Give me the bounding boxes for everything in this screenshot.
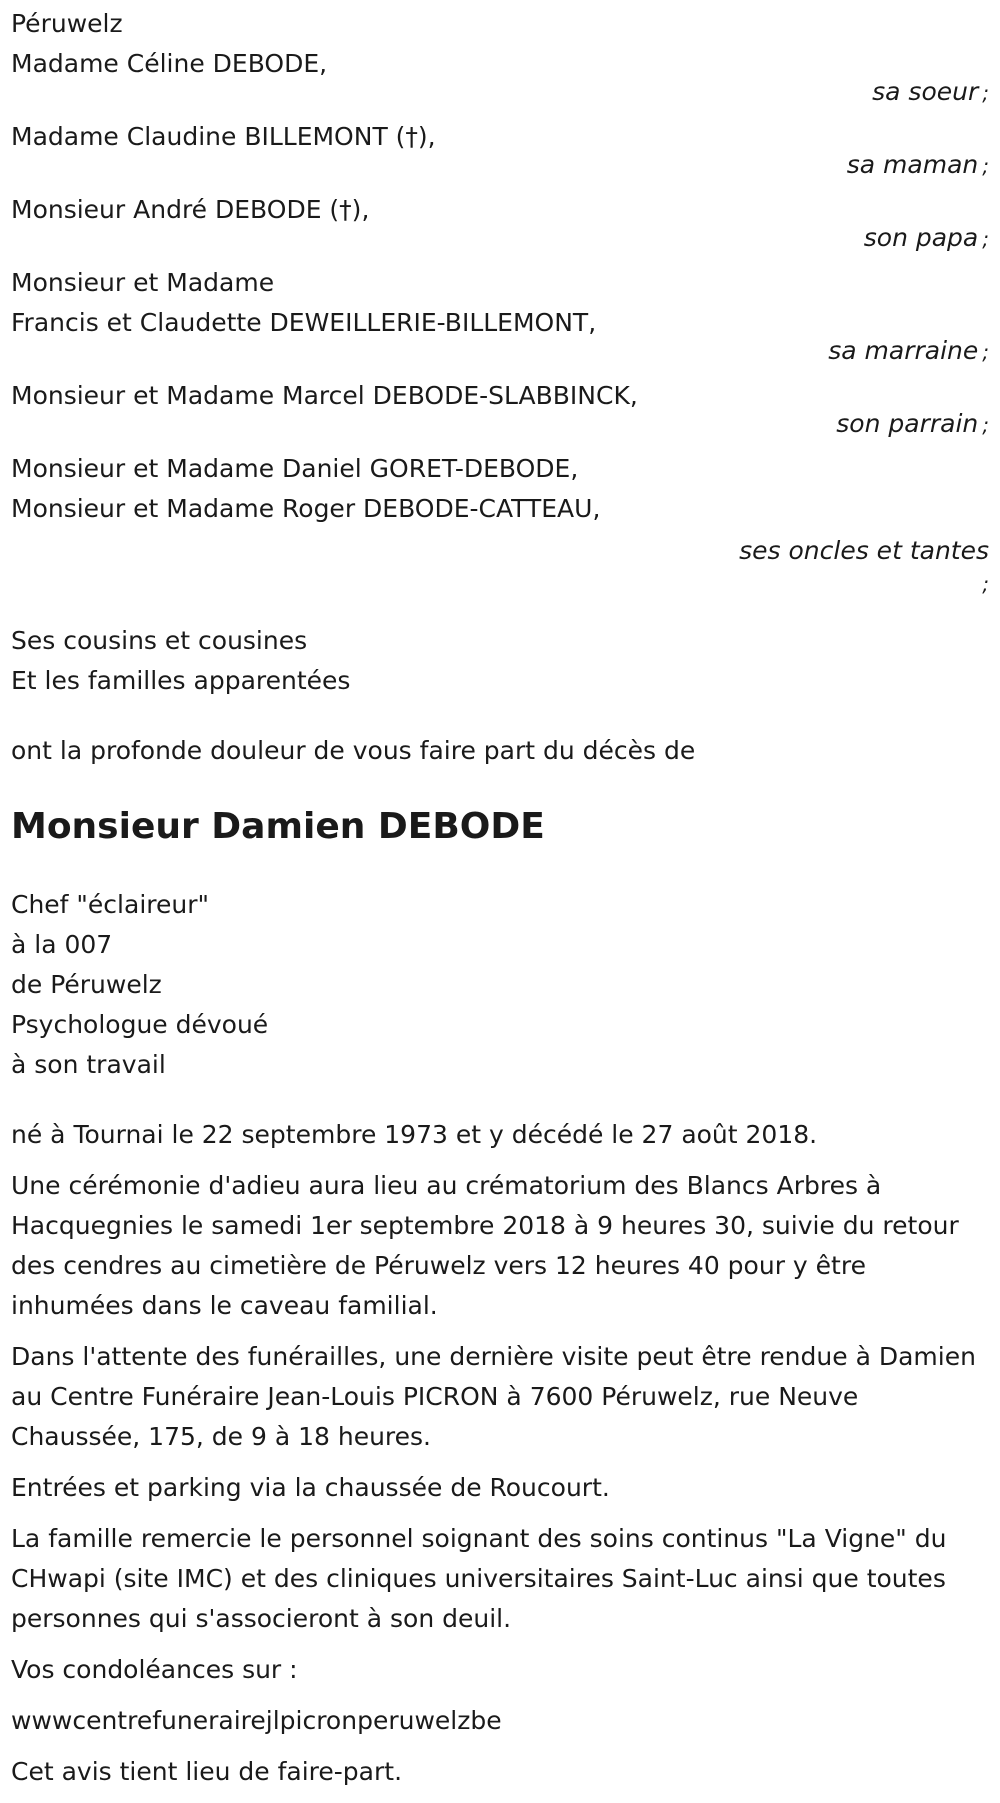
condolences-label: Vos condoléances sur : — [11, 1655, 298, 1684]
family-entry-uncles — [11, 449, 991, 599]
relation-semicolon: ; — [982, 81, 989, 105]
relation-text: sa marraine — [828, 336, 979, 365]
family-member: Francis et Claudette DEWEILLERIE-BILLEMONT, — [11, 308, 597, 337]
announcement-text: ont la profonde douleur de vous faire part du décès de — [11, 736, 696, 765]
spacer — [11, 701, 991, 731]
deceased-title: à la 007 — [11, 930, 113, 959]
spacer — [11, 599, 991, 621]
birth-death-info: né à Tournai le 22 septembre 1973 et y décédé le 27 août 2018. — [11, 1120, 818, 1149]
relation-semicolon: ; — [982, 413, 989, 437]
relation-label: ses oncles et tantes — [739, 536, 989, 565]
other-relatives: Ses cousins et cousines — [11, 626, 308, 655]
town-name: Péruwelz — [11, 9, 123, 38]
family-entry — [11, 44, 991, 105]
deceased-title: de Péruwelz — [11, 970, 162, 999]
family-member: Monsieur et Madame — [11, 268, 275, 297]
family-member: Monsieur et Madame Daniel GORET-DEBODE, — [11, 454, 579, 483]
spacer — [11, 1085, 991, 1115]
closing-note: Cet avis tient lieu de faire-part. — [11, 1757, 403, 1786]
relation-text: son papa — [863, 223, 979, 252]
family-member: Monsieur André DEBODE (†), — [11, 195, 370, 224]
relation-text: sa soeur — [872, 77, 979, 106]
relation-text: sa maman — [846, 150, 979, 179]
ceremony-info: Une cérémonie d'adieu aura lieu au crématorium des Blancs Arbres à Hacquegnies le samedi 1er septembre 2018 à 9 heures 30, suivie du retour des cendres au cimetière de Péruwelz vers 12 heures 40 pour y être inhumées dans le caveau familial. — [11, 1171, 959, 1320]
obituary-notice — [11, 0, 991, 1803]
other-relatives: Et les familles apparentées — [11, 666, 351, 695]
thanks-text: La famille remercie le personnel soignant des soins continus "La Vigne" du CHwapi (site IMC) et des cliniques universitaires Saint-Luc ainsi que toutes personnes qui s'associeront à son deuil. — [11, 1524, 947, 1633]
family-entry — [11, 376, 991, 437]
family-entry — [11, 117, 991, 178]
family-member: Monsieur et Madame Marcel DEBODE-SLABBINCK, — [11, 381, 638, 410]
family-entry — [11, 263, 991, 364]
family-member: Madame Céline DEBODE, — [11, 49, 328, 78]
relation-text: son parrain — [836, 409, 979, 438]
visit-info: Dans l'attente des funérailles, une dernière visite peut être rendue à Damien au Centre Funéraire Jean-Louis PICRON à 7600 Péruwelz, rue Neuve Chaussée, 175, de 9 à 18 heures. — [11, 1342, 976, 1451]
relation-semicolon: ; — [982, 154, 989, 178]
deceased-title: Psychologue dévoué — [11, 1010, 269, 1039]
family-member: Monsieur et Madame Roger DEBODE-CATTEAU, — [11, 494, 601, 523]
relation-semicolon: ; — [982, 572, 989, 596]
parking-info: Entrées et parking via la chaussée de Roucourt. — [11, 1473, 610, 1502]
relation-semicolon: ; — [982, 227, 989, 251]
relation-semicolon: ; — [982, 340, 989, 364]
condolences-link[interactable]: wwwcentrefunerairejlpicronperuwelzbe — [11, 1706, 502, 1735]
deceased-title: Chef "éclaireur" — [11, 890, 209, 919]
family-member: Madame Claudine BILLEMONT (†), — [11, 122, 436, 151]
deceased-title: à son travail — [11, 1050, 166, 1079]
deceased-name: Monsieur Damien DEBODE — [11, 806, 545, 847]
family-entry — [11, 190, 991, 251]
